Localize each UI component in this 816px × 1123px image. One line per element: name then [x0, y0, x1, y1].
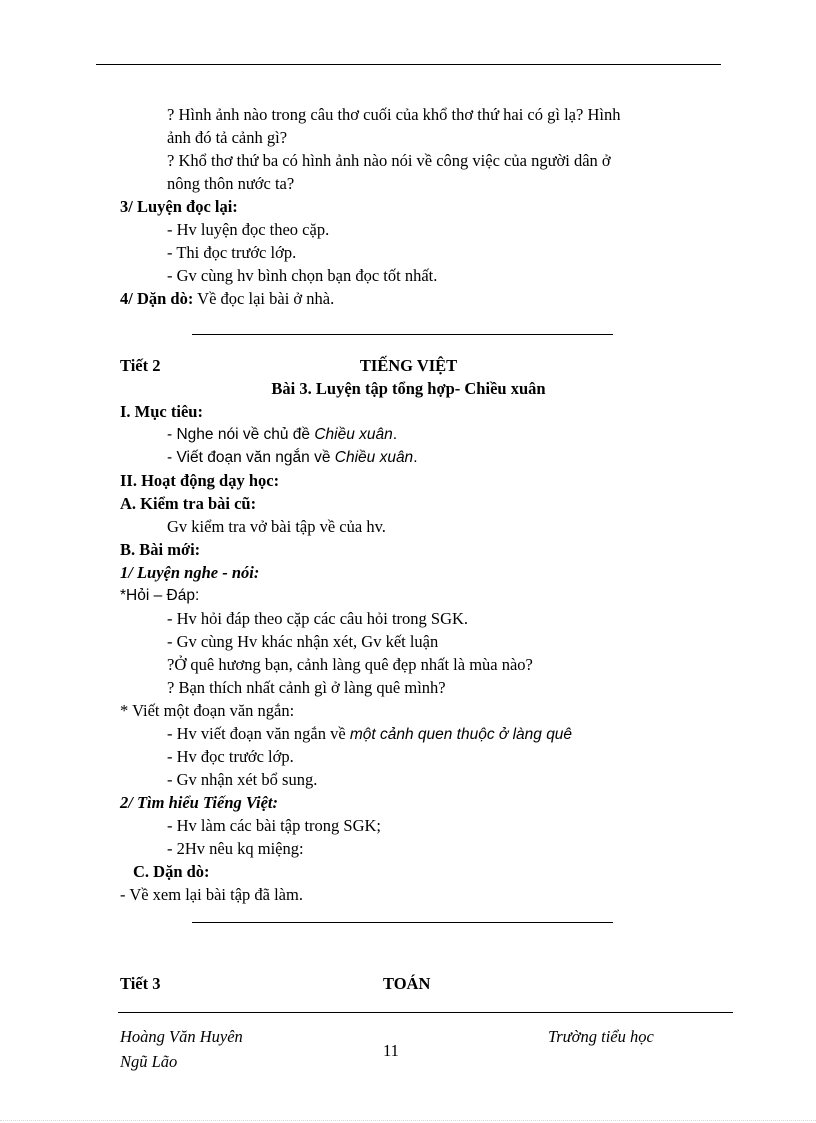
subject-title-3: TOÁN [383, 974, 431, 993]
homework-text: Về đọc lại bài ở nhà. [193, 289, 335, 308]
reread-item: - Gv cùng hv bình chọn bạn đọc tốt nhất. [167, 266, 438, 285]
objective-item [167, 447, 418, 469]
homework-heading-2: C. Dặn dò: [133, 862, 210, 881]
write-item: - Hv đọc trước lớp. [167, 747, 294, 766]
question-1-line-1: ? Hình ảnh nào trong câu thơ cuối của khổ thơ thứ hai có gì lạ? Hình [167, 105, 621, 124]
page-number: 11 [383, 1041, 399, 1060]
listen-speak-heading: 1/ Luyện nghe - nói: [120, 563, 260, 582]
write-item-topic: một cảnh quen thuộc ở làng quê [349, 726, 573, 743]
objective-period: . [392, 426, 398, 443]
period-label: Tiết 2 [120, 356, 161, 375]
objective-text: - Viết đoạn văn ngắn về [167, 449, 335, 466]
qa-item: - Hv hỏi đáp theo cặp các câu hỏi trong SGK. [167, 609, 469, 628]
objective-period: . [413, 449, 418, 466]
homework-line [120, 288, 334, 310]
write-item-text: - Hv viết đoạn văn ngắn về [167, 724, 350, 743]
objectives-heading: I. Mục tiêu: [120, 402, 203, 421]
subject-title: TIẾNG VIỆT [359, 356, 458, 375]
question-2-line-2: nông thôn nước ta? [167, 174, 295, 193]
section-divider [192, 922, 613, 923]
objective-item [167, 424, 397, 446]
qa-item: ?Ở quê hương bạn, cảnh làng quê đẹp nhất là mùa nào? [167, 655, 533, 674]
reread-heading: 3/ Luyện đọc lại: [120, 197, 238, 216]
homework-heading: 4/ Dặn dò: [120, 289, 194, 308]
footer-rule [118, 1012, 733, 1013]
question-2-line-1: ? Khổ thơ thứ ba có hình ảnh nào nói về công việc của người dân ở [167, 151, 611, 170]
write-item: - Gv nhận xét bổ sung. [167, 770, 318, 789]
homework-text-2: - Về xem lại bài tập đã làm. [120, 885, 303, 904]
activities-heading: II. Hoạt động dạy học: [120, 471, 280, 490]
explore-item: - 2Hv nêu kq miệng: [167, 839, 304, 858]
qa-item: ? Bạn thích nhất cảnh gì ở làng quê mình? [167, 678, 446, 697]
objective-text: - Nghe nói về chủ đề [167, 426, 315, 443]
footer-school-name: Ngũ Lão [120, 1052, 178, 1071]
footer-author: Hoàng Văn Huyên [120, 1027, 243, 1046]
header-rule [96, 64, 721, 65]
period-label-3: Tiết 3 [120, 974, 161, 993]
explore-heading: 2/ Tìm hiểu Tiếng Việt: [120, 793, 278, 812]
question-1-line-2: ảnh đó tả cảnh gì? [167, 128, 288, 147]
qa-label: *Hỏi – Đáp: [120, 587, 200, 604]
explore-item: - Hv làm các bài tập trong SGK; [167, 816, 381, 835]
reread-item: - Thi đọc trước lớp. [167, 243, 297, 262]
lesson-title: Bài 3. Luyện tập tổng hợp- Chiều xuân [271, 379, 546, 398]
reread-item: - Hv luyện đọc theo cặp. [167, 220, 330, 239]
qa-item: - Gv cùng Hv khác nhận xét, Gv kết luận [167, 632, 439, 651]
footer-school: Trường tiểu học [548, 1027, 654, 1046]
section-divider [192, 334, 613, 335]
new-lesson-heading: B. Bài mới: [120, 540, 201, 559]
objective-topic: Chiều xuân [314, 426, 393, 443]
page-edge [0, 1120, 816, 1121]
review-heading: A. Kiểm tra bài cũ: [120, 494, 257, 513]
review-text: Gv kiểm tra vở bài tập về của hv. [167, 517, 386, 536]
write-label: * Viết một đoạn văn ngắn: [120, 701, 295, 720]
objective-topic: Chiều xuân [334, 449, 414, 466]
write-item [167, 723, 572, 746]
